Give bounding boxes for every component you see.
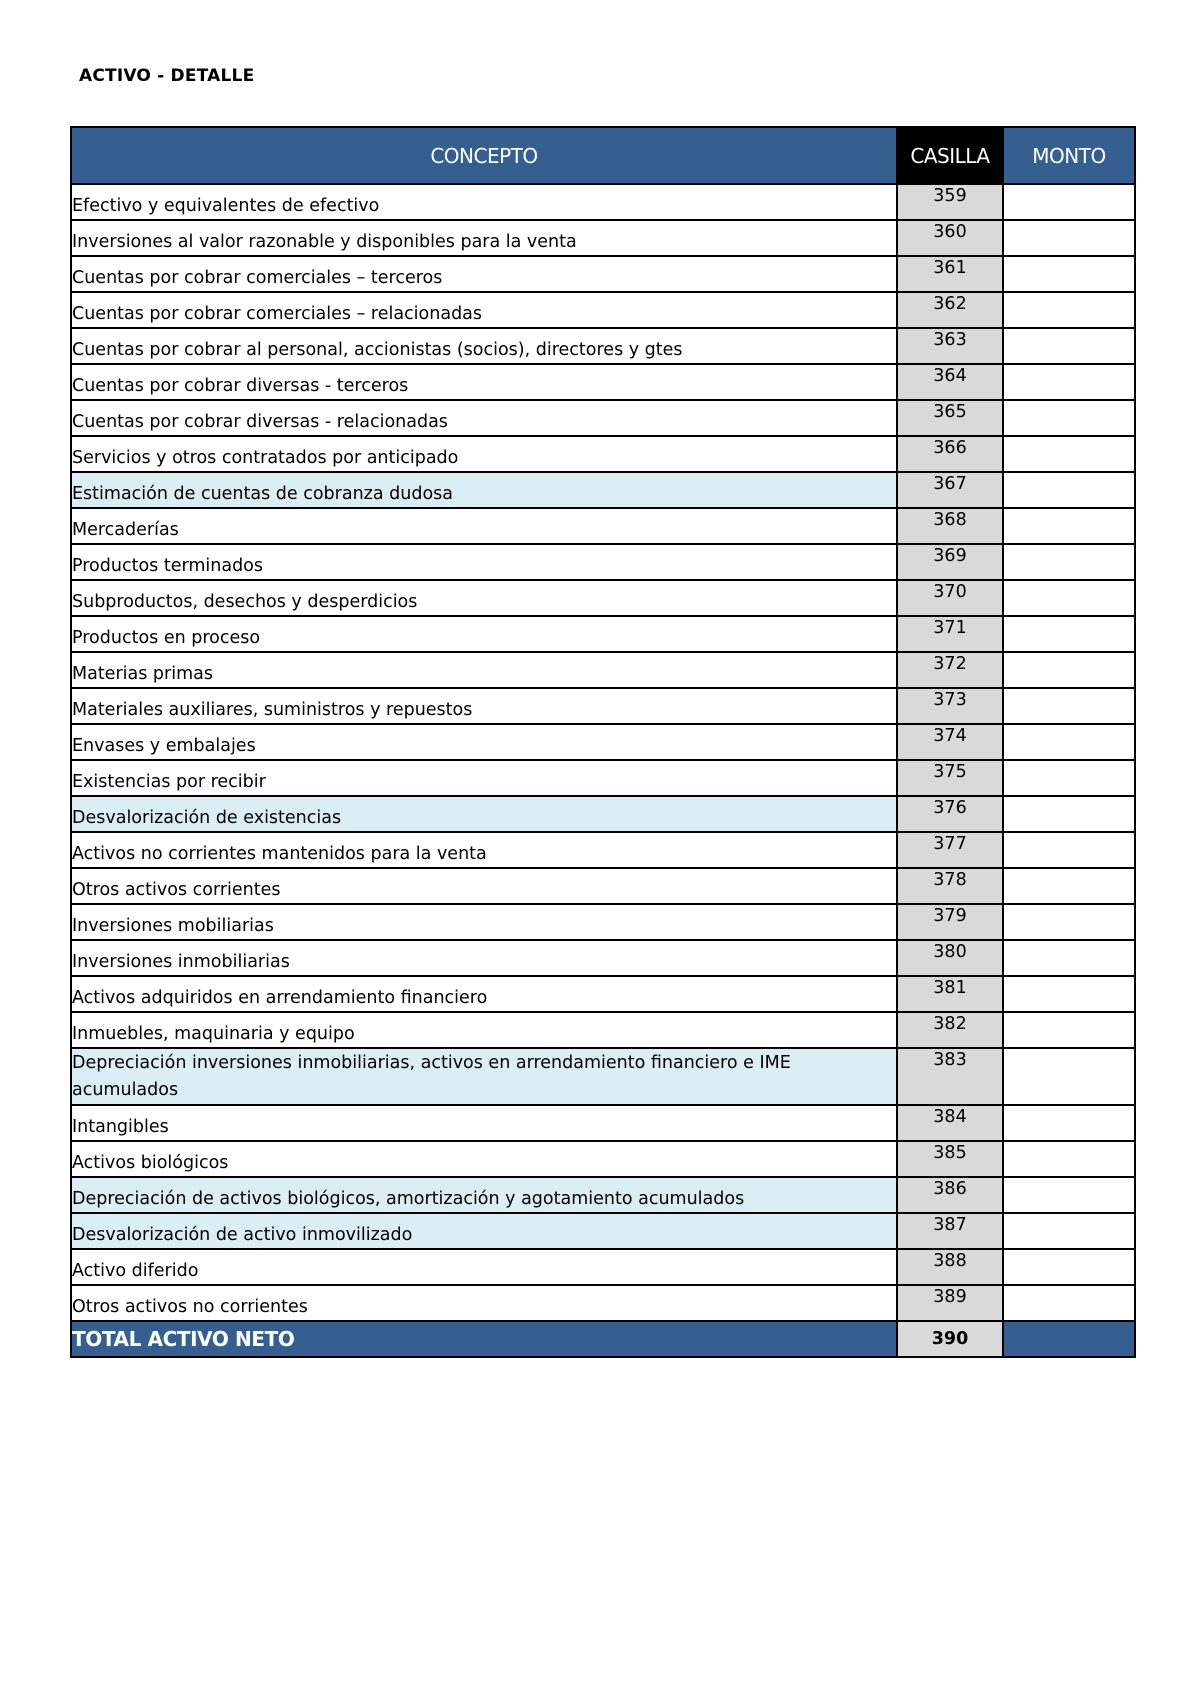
casilla-cell: 380: [897, 940, 1003, 976]
monto-cell[interactable]: [1003, 760, 1135, 796]
table-row: [71, 1105, 1135, 1141]
activo-detalle-table: [70, 126, 1136, 1358]
table-row: [71, 1249, 1135, 1285]
table-row: [71, 868, 1135, 904]
concepto-cell: Cuentas por cobrar diversas - terceros: [71, 364, 897, 400]
concepto-cell: Desvalorización de existencias: [71, 796, 897, 832]
table-row: [71, 724, 1135, 760]
table-row: [71, 508, 1135, 544]
monto-cell[interactable]: [1003, 1213, 1135, 1249]
casilla-cell: 359: [897, 184, 1003, 220]
concepto-cell: Otros activos no corrientes: [71, 1285, 897, 1321]
monto-cell[interactable]: [1003, 508, 1135, 544]
table-row: [71, 400, 1135, 436]
monto-cell[interactable]: [1003, 1105, 1135, 1141]
monto-cell[interactable]: [1003, 400, 1135, 436]
table-row: [71, 256, 1135, 292]
table-row: [71, 616, 1135, 652]
table-row: [71, 328, 1135, 364]
casilla-cell: 379: [897, 904, 1003, 940]
concepto-cell: Cuentas por cobrar diversas - relacionadas: [71, 400, 897, 436]
concepto-cell: Efectivo y equivalentes de efectivo: [71, 184, 897, 220]
monto-cell[interactable]: [1003, 544, 1135, 580]
header-concepto: CONCEPTO: [71, 127, 897, 184]
table-row: [71, 292, 1135, 328]
casilla-cell: 373: [897, 688, 1003, 724]
concepto-cell: Productos en proceso: [71, 616, 897, 652]
casilla-cell: 385: [897, 1141, 1003, 1177]
monto-cell[interactable]: [1003, 1048, 1135, 1105]
concepto-cell: Envases y embalajes: [71, 724, 897, 760]
casilla-cell: 386: [897, 1177, 1003, 1213]
table-row: [71, 1177, 1135, 1213]
table-row: [71, 760, 1135, 796]
table-row: [71, 796, 1135, 832]
monto-cell[interactable]: [1003, 796, 1135, 832]
concepto-cell: Existencias por recibir: [71, 760, 897, 796]
concepto-cell: Inmuebles, maquinaria y equipo: [71, 1012, 897, 1048]
concepto-cell: Activos adquiridos en arrendamiento financiero: [71, 976, 897, 1012]
concepto-cell: Productos terminados: [71, 544, 897, 580]
casilla-cell: 369: [897, 544, 1003, 580]
casilla-cell: 372: [897, 652, 1003, 688]
casilla-cell: 363: [897, 328, 1003, 364]
table-row: [71, 184, 1135, 220]
table-row: [71, 688, 1135, 724]
table-row: [71, 1012, 1135, 1048]
total-monto[interactable]: [1003, 1321, 1135, 1357]
monto-cell[interactable]: [1003, 220, 1135, 256]
total-row: [71, 1321, 1135, 1357]
table-row: [71, 832, 1135, 868]
concepto-cell: Activos biológicos: [71, 1141, 897, 1177]
concepto-cell: Inversiones mobiliarias: [71, 904, 897, 940]
monto-cell[interactable]: [1003, 688, 1135, 724]
table-row: [71, 904, 1135, 940]
casilla-cell: 374: [897, 724, 1003, 760]
table-row: [71, 220, 1135, 256]
monto-cell[interactable]: [1003, 364, 1135, 400]
casilla-cell: 365: [897, 400, 1003, 436]
concepto-cell: Depreciación inversiones inmobiliarias, activos en arrendamiento financiero e IME acumulados: [71, 1048, 897, 1105]
monto-cell[interactable]: [1003, 724, 1135, 760]
casilla-cell: 381: [897, 976, 1003, 1012]
table-row: [71, 472, 1135, 508]
casilla-cell: 360: [897, 220, 1003, 256]
concepto-cell: Estimación de cuentas de cobranza dudosa: [71, 472, 897, 508]
casilla-cell: 384: [897, 1105, 1003, 1141]
page-title: ACTIVO - DETALLE: [79, 66, 255, 86]
concepto-cell: Materiales auxiliares, suministros y repuestos: [71, 688, 897, 724]
header-casilla: CASILLA: [897, 127, 1003, 184]
concepto-cell: Servicios y otros contratados por anticipado: [71, 436, 897, 472]
casilla-cell: 383: [897, 1048, 1003, 1105]
casilla-cell: 382: [897, 1012, 1003, 1048]
casilla-cell: 377: [897, 832, 1003, 868]
monto-cell[interactable]: [1003, 1285, 1135, 1321]
casilla-cell: 367: [897, 472, 1003, 508]
monto-cell[interactable]: [1003, 1141, 1135, 1177]
table-header-row: [71, 127, 1135, 184]
table-row: [71, 1285, 1135, 1321]
table-row: [71, 976, 1135, 1012]
table-row: [71, 652, 1135, 688]
concepto-cell: Inversiones al valor razonable y disponibles para la venta: [71, 220, 897, 256]
monto-cell[interactable]: [1003, 832, 1135, 868]
casilla-cell: 366: [897, 436, 1003, 472]
concepto-cell: Subproductos, desechos y desperdicios: [71, 580, 897, 616]
table-row: [71, 436, 1135, 472]
monto-cell[interactable]: [1003, 436, 1135, 472]
concepto-cell: Activo diferido: [71, 1249, 897, 1285]
monto-cell[interactable]: [1003, 616, 1135, 652]
monto-cell[interactable]: [1003, 1249, 1135, 1285]
monto-cell[interactable]: [1003, 976, 1135, 1012]
table-row: [71, 1141, 1135, 1177]
concepto-cell: Inversiones inmobiliarias: [71, 940, 897, 976]
table-row: [71, 580, 1135, 616]
casilla-cell: 368: [897, 508, 1003, 544]
casilla-cell: 362: [897, 292, 1003, 328]
casilla-cell: 370: [897, 580, 1003, 616]
header-monto: MONTO: [1003, 127, 1135, 184]
concepto-cell: Depreciación de activos biológicos, amortización y agotamiento acumulados: [71, 1177, 897, 1213]
monto-cell[interactable]: [1003, 904, 1135, 940]
casilla-cell: 388: [897, 1249, 1003, 1285]
total-label: TOTAL ACTIVO NETO: [71, 1321, 897, 1357]
concepto-cell: Cuentas por cobrar comerciales – terceros: [71, 256, 897, 292]
concepto-cell: Otros activos corrientes: [71, 868, 897, 904]
casilla-cell: 376: [897, 796, 1003, 832]
casilla-cell: 371: [897, 616, 1003, 652]
monto-cell[interactable]: [1003, 652, 1135, 688]
concepto-cell: Cuentas por cobrar al personal, accionistas (socios), directores y gtes: [71, 328, 897, 364]
monto-cell[interactable]: [1003, 328, 1135, 364]
monto-cell[interactable]: [1003, 184, 1135, 220]
casilla-cell: 378: [897, 868, 1003, 904]
table-row: [71, 364, 1135, 400]
table-row: [71, 544, 1135, 580]
casilla-cell: 375: [897, 760, 1003, 796]
casilla-cell: 387: [897, 1213, 1003, 1249]
table-row: [71, 1048, 1135, 1105]
monto-cell[interactable]: [1003, 940, 1135, 976]
casilla-cell: 361: [897, 256, 1003, 292]
monto-cell[interactable]: [1003, 868, 1135, 904]
table-row: [71, 1213, 1135, 1249]
concepto-cell: Desvalorización de activo inmovilizado: [71, 1213, 897, 1249]
concepto-cell: Activos no corrientes mantenidos para la venta: [71, 832, 897, 868]
monto-cell[interactable]: [1003, 472, 1135, 508]
total-casilla: 390: [897, 1321, 1003, 1357]
monto-cell[interactable]: [1003, 1177, 1135, 1213]
casilla-cell: 364: [897, 364, 1003, 400]
concepto-cell: Materias primas: [71, 652, 897, 688]
monto-cell[interactable]: [1003, 580, 1135, 616]
monto-cell[interactable]: [1003, 1012, 1135, 1048]
table-row: [71, 940, 1135, 976]
concepto-cell: Cuentas por cobrar comerciales – relacionadas: [71, 292, 897, 328]
casilla-cell: 389: [897, 1285, 1003, 1321]
monto-cell[interactable]: [1003, 256, 1135, 292]
concepto-cell: Intangibles: [71, 1105, 897, 1141]
concepto-cell: Mercaderías: [71, 508, 897, 544]
monto-cell[interactable]: [1003, 292, 1135, 328]
